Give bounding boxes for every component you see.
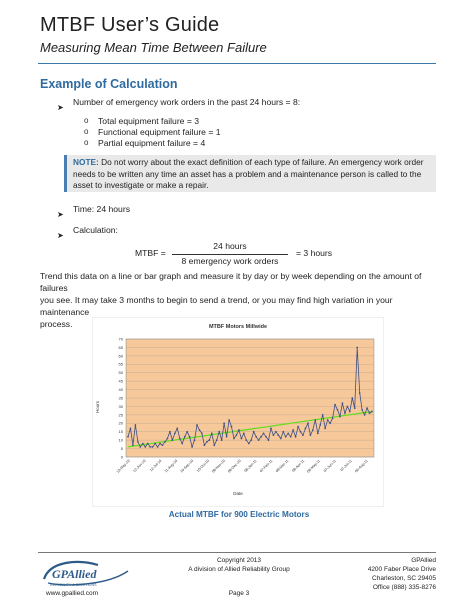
chart-y-tick-label: 65: [118, 344, 123, 350]
chart-data-point: [339, 416, 341, 418]
footer-divider: [38, 552, 436, 553]
paragraph-line-2: you see. It may take 3 months to begin to send a trend, or you may find high variation in your maintenance: [40, 295, 393, 317]
chart-data-point: [322, 414, 324, 416]
chart-y-tick-label: 40: [118, 386, 123, 392]
chart-data-point: [314, 419, 316, 421]
bullet-arrow-icon: ➤: [57, 103, 64, 112]
chart-x-tick-label: 08-Apr-11: [291, 458, 306, 473]
chart-data-point: [221, 439, 223, 441]
chart-y-tick-label: 15: [118, 429, 123, 435]
chart-y-tick-label: 25: [118, 412, 123, 418]
section-heading: Example of Calculation: [40, 77, 178, 91]
chart-data-point: [260, 436, 262, 438]
gpallied-logo-icon: [38, 557, 134, 591]
chart-data-point: [231, 426, 233, 428]
formula-denominator: 8 emergency work orders: [181, 256, 279, 266]
chart-data-point: [371, 411, 373, 413]
chart-data-point: [253, 431, 255, 433]
chart-data-point: [324, 427, 326, 429]
chart-x-tick-label: 09-Nov-10: [211, 458, 226, 474]
formula-numerator: 24 hours: [213, 241, 247, 251]
chart-data-point: [218, 431, 220, 433]
chart-data-point: [142, 443, 144, 445]
logo-wordmark: GPAllied: [52, 567, 97, 581]
chart-data-point: [307, 422, 309, 424]
chart-caption: Actual MTBF for 900 Electric Motors: [168, 510, 310, 519]
chart-data-point: [176, 427, 178, 429]
footer-address-2: Charleston, SC 29405: [372, 575, 436, 582]
chart-y-tick-label: 55: [118, 361, 123, 367]
footer-phone: Office (888) 335-8276: [372, 584, 436, 591]
header-divider: [38, 63, 436, 64]
chart-data-point: [238, 429, 240, 431]
chart-data-point: [342, 402, 344, 404]
chart-data-point: [201, 433, 203, 435]
chart-data-point: [263, 433, 265, 435]
bullet-calculation: Calculation:: [73, 225, 118, 235]
chart-x-tick-label: 10-Sep-10: [179, 458, 195, 474]
sub-item-functional-failure: Functional equipment failure = 1: [98, 127, 221, 137]
note-line-2: needs to be written any time an asset has a problem and a maintenance person is called to the: [73, 168, 422, 179]
chart-data-point: [159, 443, 161, 445]
chart-data-point: [228, 419, 230, 421]
chart-data-point: [191, 446, 193, 448]
chart-y-tick-label: 5: [120, 445, 123, 451]
chart-data-point: [366, 407, 368, 409]
document-subtitle: Measuring Mean Time Between Failure: [40, 40, 267, 55]
chart-data-point: [265, 436, 267, 438]
chart-data-point: [226, 436, 228, 438]
chart-data-point: [243, 433, 245, 435]
chart-y-tick-label: 10: [118, 437, 123, 443]
chart-data-point: [139, 446, 141, 448]
chart-data-point: [334, 404, 336, 406]
chart-data-point: [164, 441, 166, 443]
chart-data-point: [216, 439, 218, 441]
chart-data-point: [248, 443, 250, 445]
chart-x-tick-label: 09-Mar-11: [275, 458, 290, 474]
chart-y-axis-label: Hours: [95, 400, 100, 414]
paragraph-line-3: process.: [40, 319, 73, 329]
formula-lhs: MTBF =: [135, 248, 166, 258]
chart-x-tick-label: 08-Jan-11: [243, 458, 258, 473]
logo-tagline: RELIABILITY & SOLUTIONS: [50, 583, 97, 587]
chart-data-point: [211, 433, 213, 435]
chart-y-tick-label: 0: [120, 454, 123, 460]
chart-data-point: [206, 441, 208, 443]
chart-data-point: [302, 434, 304, 436]
chart-data-point: [282, 431, 284, 433]
chart-data-point: [236, 434, 238, 436]
chart-y-tick-label: 50: [118, 370, 123, 376]
chart-data-point: [258, 439, 260, 441]
chart-data-point: [194, 439, 196, 441]
chart-data-point: [184, 436, 186, 438]
chart-data-point: [162, 444, 164, 446]
chart-data-point: [169, 431, 171, 433]
chart-y-tick-label: 45: [118, 378, 123, 384]
chart-data-point: [369, 412, 371, 414]
chart-data-point: [127, 436, 129, 438]
chart-data-point: [300, 431, 302, 433]
chart-y-tick-label: 70: [118, 336, 123, 342]
chart-data-point: [351, 397, 353, 399]
sub-item-partial-failure: Partial equipment failure = 4: [98, 138, 206, 148]
chart-data-point: [250, 439, 252, 441]
note-box: [64, 155, 436, 192]
chart-data-point: [287, 433, 289, 435]
chart-data-point: [174, 433, 176, 435]
chart-data-point: [292, 429, 294, 431]
chart-data-point: [157, 446, 159, 448]
chart-data-point: [241, 438, 243, 440]
chart-data-point: [135, 424, 137, 426]
chart-data-point: [280, 438, 282, 440]
footer-website[interactable]: www.gpallied.com: [46, 590, 99, 597]
chart-data-point: [223, 422, 225, 424]
chart-x-tick-label: 11-Aug-10: [163, 458, 179, 474]
chart-data-point: [319, 424, 321, 426]
chart-data-point: [337, 409, 339, 411]
sub-item-total-failure: Total equipment failure = 3: [98, 116, 200, 126]
chart-data-point: [255, 436, 257, 438]
chart-x-tick-label: 07-Jul-11: [339, 458, 353, 473]
chart-data-point: [149, 446, 151, 448]
chart-x-tick-label: 08-May-11: [306, 458, 322, 474]
chart-data-point: [213, 444, 215, 446]
footer-division: A division of Allied Reliability Group: [188, 566, 290, 573]
chart-data-point: [329, 422, 331, 424]
chart-data-point: [295, 436, 297, 438]
chart-x-tick-label: 10-Oct-10: [195, 458, 211, 474]
chart-data-point: [181, 443, 183, 445]
chart-data-point: [273, 434, 275, 436]
chart-data-point: [179, 438, 181, 440]
note-label: NOTE:: [73, 157, 99, 167]
chart-data-point: [189, 436, 191, 438]
chart-data-point: [196, 424, 198, 426]
formula-fraction-bar: [172, 254, 288, 255]
document-title: MTBF User’s Guide: [40, 14, 220, 36]
chart-data-point: [356, 347, 358, 349]
chart-data-point: [152, 446, 154, 448]
chart-data-point: [147, 443, 149, 445]
chart-data-point: [312, 429, 314, 431]
bullet-time: Time: 24 hours: [73, 204, 130, 214]
chart-data-point: [332, 417, 334, 419]
bullet-work-orders: Number of emergency work orders in the past 24 hours = 8:: [73, 97, 301, 107]
chart-x-tick-label: 07-Feb-11: [259, 458, 274, 474]
note-line-3: asset to investigate or make a repair.: [73, 180, 209, 190]
chart-x-tick-label: 07-Jun-11: [322, 458, 337, 473]
chart-data-point: [349, 411, 351, 413]
chart-data-point: [327, 419, 329, 421]
chart-data-point: [310, 434, 312, 436]
chart-y-tick-label: 35: [118, 395, 123, 401]
chart-data-point: [290, 436, 292, 438]
chart-data-point: [154, 443, 156, 445]
chart-y-tick-label: 60: [118, 353, 123, 359]
chart-x-tick-label: 06-Aug-11: [354, 458, 369, 474]
chart-x-tick-label: 12-Jun-10: [132, 458, 147, 474]
chart-data-point: [245, 439, 247, 441]
note-line-1: Do not worry about the exact definition of each type of failure. An emergency work order: [98, 157, 424, 167]
chart-data-point: [233, 438, 235, 440]
chart-data-point: [208, 439, 210, 441]
chart-data-point: [275, 431, 277, 433]
chart-data-point: [130, 427, 132, 429]
bullet-arrow-icon: ➤: [57, 210, 64, 219]
chart-x-tick-label: 13-May-10: [115, 458, 131, 474]
chart-data-point: [277, 434, 279, 436]
gpallied-logo: [38, 557, 134, 591]
chart-title: MTBF Motors Millwide: [208, 324, 268, 330]
footer-company: GPAllied: [411, 557, 436, 564]
chart-plot-layer: [116, 336, 374, 473]
chart-data-point: [347, 406, 349, 408]
chart-data-point: [137, 441, 139, 443]
paragraph-line-1: Trend this data on a line or bar graph and measure it by day or by week depending on the amount of failures: [40, 271, 422, 293]
chart-data-point: [172, 439, 174, 441]
chart-data-point: [186, 431, 188, 433]
chart-data-point: [199, 429, 201, 431]
mtbf-chart: [92, 317, 384, 507]
mtbf-chart-svg: [92, 317, 384, 507]
chart-data-point: [144, 446, 146, 448]
chart-data-point: [305, 427, 307, 429]
chart-data-point: [132, 444, 134, 446]
chart-data-point: [359, 392, 361, 394]
bullet-arrow-icon: ➤: [57, 231, 64, 240]
chart-x-tick-label: 12-Jul-10: [149, 458, 163, 473]
chart-data-point: [317, 433, 319, 435]
footer-copyright: Copyright 2013: [216, 557, 262, 564]
chart-data-point: [361, 409, 363, 411]
chart-data-point: [270, 427, 272, 429]
chart-data-point: [268, 439, 270, 441]
chart-y-tick-label: 30: [118, 403, 123, 409]
chart-data-point: [285, 436, 287, 438]
sub-bullet-marker: o: [84, 138, 89, 147]
chart-data-point: [364, 414, 366, 416]
chart-data-point: [204, 444, 206, 446]
formula-rhs: = 3 hours: [296, 248, 333, 258]
chart-y-tick-label: 20: [118, 420, 123, 426]
chart-data-point: [167, 438, 169, 440]
footer-address-1: 4200 Faber Place Drive: [367, 566, 436, 573]
footer-page-number: Page 3: [228, 590, 250, 597]
chart-x-tick-label: 09-Dec-10: [227, 458, 242, 474]
chart-x-axis-label: Date: [233, 491, 243, 496]
sub-bullet-marker: o: [84, 116, 89, 125]
chart-data-point: [354, 407, 356, 409]
chart-data-point: [297, 426, 299, 428]
sub-bullet-marker: o: [84, 127, 89, 136]
chart-data-point: [344, 412, 346, 414]
